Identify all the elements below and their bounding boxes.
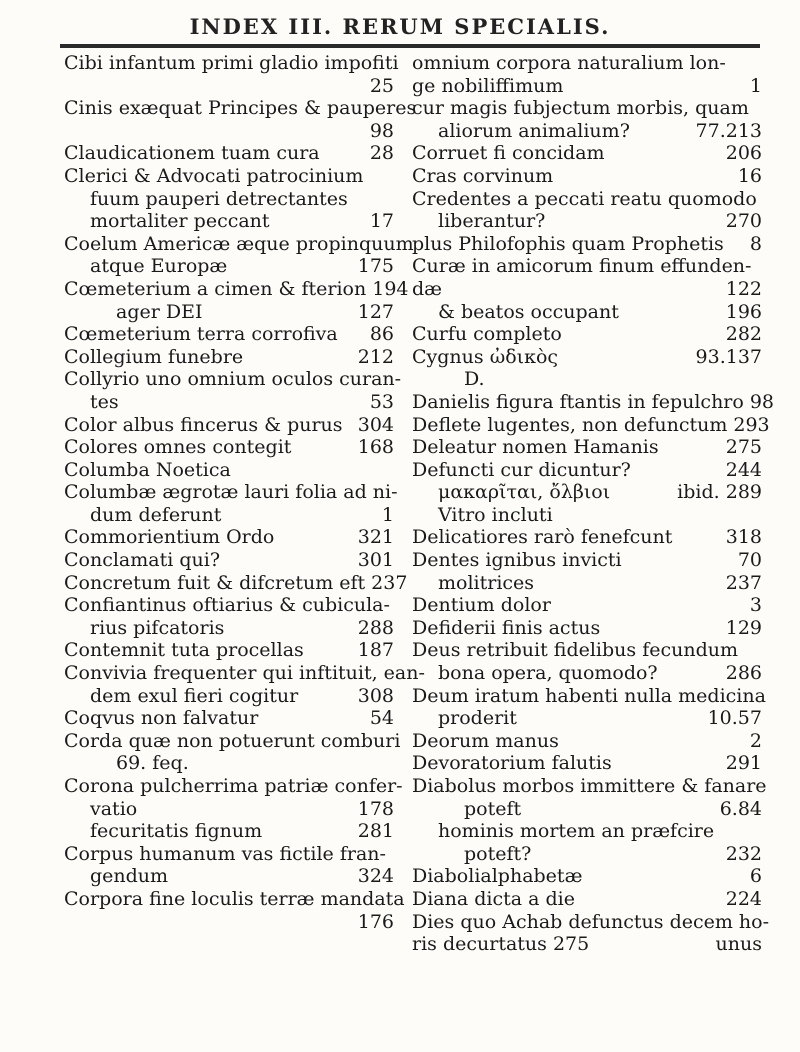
entry-text: Clerici & Advocati patrocinium	[64, 164, 364, 187]
entry-text: Deleatur nomen Hamanis	[412, 436, 659, 459]
index-entry	[412, 233, 762, 256]
entry-page: 286	[725, 662, 762, 685]
entry-page: 175	[357, 255, 394, 278]
index-entry	[412, 933, 762, 956]
entry-page	[403, 775, 409, 798]
entry-text: Conclamati qui?	[64, 549, 221, 572]
entry-page: 321	[357, 526, 394, 549]
index-entry	[64, 798, 394, 821]
entry-text: proderit	[438, 707, 517, 730]
entry-text: Vitro incluti	[438, 503, 553, 526]
entry-page: 244	[725, 458, 762, 481]
index-entry	[64, 775, 403, 798]
entry-text: dæ	[412, 277, 443, 300]
entry-page: 291	[725, 752, 762, 775]
index-entry	[412, 75, 762, 98]
entry-page: 16	[737, 164, 762, 187]
entry-page: 270	[725, 210, 762, 233]
index-entry	[412, 255, 762, 278]
entry-page: 212	[357, 345, 394, 368]
index-entry	[412, 120, 762, 143]
entry-text: 69. feq.	[116, 752, 189, 775]
index-entry	[412, 843, 762, 866]
entry-page: 54	[369, 707, 394, 730]
entry-page: 301	[357, 549, 394, 572]
entry-page: 25	[369, 74, 394, 97]
index-entry	[412, 910, 770, 934]
entry-text: fuum pauperi detrectantes	[90, 187, 348, 210]
index-entry	[412, 594, 762, 617]
index-entry	[412, 323, 762, 346]
entry-text: Coelum Americæ æque propinquum	[64, 232, 414, 255]
index-entry	[412, 662, 762, 685]
entry-text: Delicatiores rarò fenefcunt	[412, 526, 673, 549]
index-entry	[412, 752, 762, 775]
entry-text: μακαρῖται, ὄλβιοι	[438, 481, 611, 504]
entry-page: 281	[357, 820, 394, 843]
index-entry	[412, 278, 762, 301]
entry-text: D.	[464, 368, 485, 391]
entry-page	[756, 368, 762, 391]
entry-page: 304	[357, 413, 394, 436]
left-column	[64, 52, 425, 933]
entry-text: atque Europæ	[90, 255, 228, 278]
entry-page	[756, 504, 762, 527]
entry-page: 187	[357, 639, 394, 662]
index-entry	[412, 572, 762, 595]
index-entry	[64, 255, 394, 278]
entry-text: Dentes ignibus invicti	[412, 549, 622, 572]
entry-text: Cras corvinum	[412, 164, 554, 187]
page-header: INDEX III. RERUM SPECIALIS.	[189, 14, 611, 39]
index-entry	[64, 639, 394, 662]
entry-text: tes	[90, 390, 119, 413]
entry-page	[756, 639, 762, 662]
index-entry	[64, 504, 394, 527]
index-entry	[64, 843, 394, 866]
entry-text: Deum iratum habenti nulla medicina	[412, 684, 766, 707]
entry-text: mortaliter peccant	[90, 210, 270, 233]
entry-text: Corpus humanum vas fictile fran-	[64, 842, 386, 865]
entry-text: Corruet fi concidam	[412, 142, 605, 165]
entry-text: vatio	[90, 797, 138, 820]
entry-page: unus	[715, 933, 762, 956]
entry-page: 1	[749, 74, 762, 97]
entry-page: 224	[725, 887, 762, 910]
entry-page	[769, 911, 775, 934]
entry-page: 70	[737, 549, 762, 572]
index-entry	[412, 730, 762, 753]
entry-text: Deus retribuit fidelibus fecundum	[412, 639, 739, 662]
index-entry	[412, 368, 762, 391]
index-entry	[64, 391, 394, 414]
index-entry	[64, 481, 398, 504]
entry-page: 237	[725, 571, 762, 594]
index-entry	[64, 685, 394, 708]
entry-page: 3	[749, 594, 762, 617]
index-entry	[412, 549, 762, 572]
index-entry	[412, 210, 762, 233]
entry-text: Danielis figura ftantis in fepulchro	[412, 390, 744, 413]
index-entry	[412, 346, 762, 369]
index-entry	[64, 887, 405, 911]
index-entry	[412, 639, 762, 662]
index-entry	[412, 52, 762, 75]
entry-text: dem exul fieri cogitur	[90, 684, 299, 707]
index-entry	[412, 798, 762, 821]
index-entry	[64, 865, 394, 888]
entry-page: 282	[725, 323, 762, 346]
index-entry	[64, 323, 394, 346]
index-entry	[412, 775, 767, 798]
entry-text: plus Philofophis quam Prophetis	[412, 232, 724, 255]
index-entry	[64, 820, 394, 843]
entry-page: 178	[357, 797, 394, 820]
entry-text: Colores omnes contegit	[64, 436, 292, 459]
index-entry	[412, 865, 762, 888]
index-entry	[64, 165, 394, 188]
entry-text: Curæ in amicorum finum effunden-	[412, 255, 752, 278]
entry-text: Commorientium Ordo	[64, 526, 275, 549]
index-entry	[412, 301, 762, 324]
entry-text: Deflete lugentes, non defunctum	[412, 413, 728, 436]
entry-text: Cibi infantum primi gladio impofiti	[64, 52, 399, 74]
index-entry	[64, 594, 394, 617]
entry-text: Concretum fuit & difcretum eft	[64, 571, 366, 594]
entry-text: poteft?	[464, 842, 532, 865]
entry-page: 129	[725, 616, 762, 639]
entry-text: gendum	[90, 865, 169, 888]
index-entry	[64, 346, 394, 369]
index-entry	[64, 436, 394, 459]
index-entry	[412, 142, 762, 165]
entry-page: 196	[725, 300, 762, 323]
entry-page: 237	[371, 571, 408, 594]
entry-page	[398, 481, 404, 504]
index-entry	[412, 165, 762, 188]
entry-page	[756, 97, 762, 120]
entry-page: 176	[357, 910, 394, 933]
entry-text: ge nobiliffimum	[412, 74, 564, 97]
entry-page: 324	[357, 865, 394, 888]
entry-text	[64, 911, 352, 934]
entry-text: Collegium funebre	[64, 345, 244, 368]
entry-text: Cygnus ὠδικὸς	[412, 345, 559, 368]
entry-page: 122	[725, 277, 762, 300]
entry-page: 275	[725, 436, 762, 459]
entry-text: Color albus fincerus & purus	[64, 413, 343, 436]
entry-text: Diana dicta a die	[412, 887, 575, 910]
entry-text: Corpora fine loculis terræ mandata	[64, 887, 405, 910]
entry-page	[399, 52, 405, 75]
entry-text: Convivia frequenter qui inftituit, ean-	[64, 662, 425, 685]
index-entry	[64, 707, 394, 730]
index-entry	[412, 707, 762, 730]
entry-text: Credentes a peccati reatu quomodo	[412, 187, 757, 210]
entry-page	[756, 820, 762, 843]
entry-page: 194	[372, 277, 409, 300]
index-entry	[412, 684, 766, 708]
entry-text: hominis mortem an præfcire	[438, 820, 715, 843]
entry-page: 93.137	[695, 345, 762, 368]
entry-text: dum deferunt	[90, 503, 222, 526]
entry-page	[405, 888, 411, 911]
entry-text: rius pifcatoris	[90, 616, 225, 639]
entry-page	[388, 843, 394, 866]
entry-page	[400, 730, 406, 753]
entry-page: 8	[749, 232, 762, 255]
entry-page: 168	[357, 436, 394, 459]
entry-page	[390, 594, 396, 617]
index-entry	[64, 571, 408, 595]
index-entry	[412, 526, 762, 549]
index-entry	[64, 911, 394, 934]
entry-page: ibid. 289	[677, 481, 762, 504]
index-entry	[64, 97, 417, 120]
entry-text: Columba Noetica	[64, 458, 231, 481]
entry-page: 10.57	[707, 707, 762, 730]
entry-text: Dies quo Achab defunctus decem ho-	[412, 910, 770, 933]
entry-page	[766, 685, 772, 708]
index-entry	[64, 526, 394, 549]
index-entry	[64, 188, 394, 211]
index-entry	[412, 504, 762, 527]
entry-page: 6.84	[719, 797, 762, 820]
index-entry	[64, 210, 394, 233]
index-entry	[64, 414, 394, 437]
index-entry	[64, 75, 394, 98]
entry-page: 232	[725, 842, 762, 865]
entry-text: Confiantinus oftiarius & cubicula-	[64, 594, 390, 617]
entry-page	[388, 165, 394, 188]
entry-page: 6	[749, 865, 762, 888]
index-entry	[64, 142, 394, 165]
entry-text: fecuritatis fignum	[90, 820, 263, 843]
entry-text: ris decurtatus 275	[412, 933, 590, 956]
entry-page: 308	[357, 684, 394, 707]
entry-text: cur magis fubjectum morbis, quam	[412, 97, 749, 120]
entry-text: Columbæ ægrotæ lauri folia ad ni-	[64, 481, 398, 504]
index-entry	[64, 729, 401, 753]
index-entry	[64, 301, 394, 324]
entry-text: Dentium dolor	[412, 594, 551, 617]
entry-text: Diabolus morbos immittere & fanare	[412, 775, 767, 797]
entry-page	[757, 188, 763, 211]
entry-page	[388, 752, 394, 775]
entry-text: Corona pulcherrima patriæ confer-	[64, 775, 403, 797]
entry-page: 2	[749, 729, 762, 752]
entry-text: Collyrio uno omnium oculos curan-	[64, 368, 402, 391]
index-entry	[412, 459, 762, 482]
index-entry	[412, 436, 762, 459]
index-entry	[64, 277, 409, 301]
entry-page: 288	[357, 616, 394, 639]
index-entry	[412, 188, 762, 211]
index-entry	[64, 52, 399, 75]
entry-text: liberantur?	[438, 210, 546, 233]
entry-page: 98	[369, 119, 394, 142]
entry-text: Cœmeterium terra corrofiva	[64, 323, 338, 346]
entry-text: Cinis exæquat Principes & pauperes	[64, 97, 417, 120]
index-entry	[64, 232, 414, 256]
entry-page: 53	[369, 390, 394, 413]
entry-page: 86	[369, 323, 394, 346]
index-entry	[64, 752, 394, 775]
entry-text: & beatos occupant	[438, 300, 619, 323]
entry-page: 77.213	[695, 119, 762, 142]
entry-text: Defiderii finis actus	[412, 616, 601, 639]
index-entry	[64, 617, 394, 640]
entry-page	[756, 52, 762, 75]
entry-text: ager DEI	[116, 300, 203, 323]
entry-text: Diabolialphabetæ	[412, 865, 583, 888]
header-rule	[60, 44, 760, 48]
entry-text: Claudicationem tuam cura	[64, 142, 320, 165]
entry-text: Cœmeterium a cimen & fterion	[64, 277, 367, 300]
entry-text: aliorum animalium?	[438, 119, 630, 142]
entry-page	[401, 368, 407, 391]
index-entry	[412, 97, 762, 120]
index-entry	[412, 413, 770, 437]
index-entry	[412, 481, 762, 504]
index-entry	[412, 820, 762, 843]
index-entry	[412, 390, 775, 414]
entry-text: omnium corpora naturalium lon-	[412, 52, 726, 74]
entry-text: Contemnit tuta procellas	[64, 639, 304, 662]
index-entry	[64, 368, 402, 391]
entry-text: Defuncti cur dicuntur?	[412, 458, 631, 481]
entry-page: 98	[749, 390, 775, 413]
entry-page: 1	[381, 503, 394, 526]
entry-text: molitrices	[438, 571, 535, 594]
entry-page: 28	[369, 142, 394, 165]
entry-text: Coqvus non falvatur	[64, 707, 259, 730]
entry-text	[64, 75, 364, 98]
entry-page	[756, 255, 762, 278]
index-entry	[64, 662, 425, 685]
entry-page	[388, 188, 394, 211]
index-entry	[64, 459, 394, 482]
index-entry	[64, 120, 394, 143]
entry-text: poteft	[464, 797, 522, 820]
entry-text	[64, 120, 364, 143]
entry-page: 17	[369, 210, 394, 233]
entry-text: Devoratorium falutis	[412, 752, 612, 775]
index-entry	[412, 888, 762, 911]
entry-page: 293	[733, 413, 770, 436]
entry-text: Corda quæ non potuerunt comburi	[64, 729, 401, 752]
entry-page: 206	[725, 142, 762, 165]
entry-page	[767, 775, 773, 798]
entry-page: 127	[357, 300, 394, 323]
entry-page: 318	[725, 526, 762, 549]
index-entry	[412, 617, 762, 640]
entry-text: Curfu completo	[412, 323, 562, 346]
entry-page	[388, 459, 394, 482]
index-entry	[64, 549, 394, 572]
entry-text: Deorum manus	[412, 729, 559, 752]
entry-text: bona opera, quomodo?	[438, 662, 658, 685]
right-column	[412, 52, 775, 956]
